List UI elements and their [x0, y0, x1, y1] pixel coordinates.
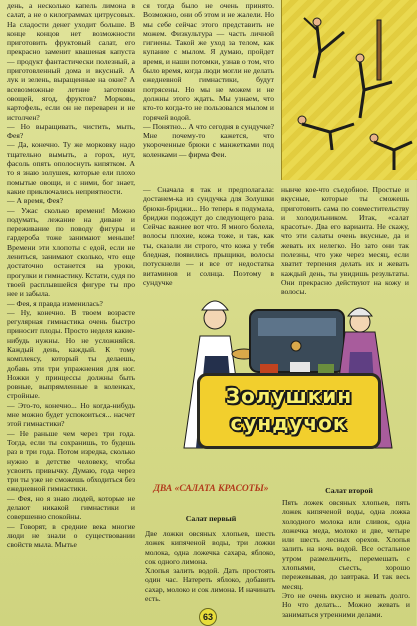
- treasure-chest: [250, 310, 344, 374]
- exercise-figure-3: [298, 116, 354, 150]
- article-column-2: ся тогда было не очень принято. Возможно, они об этом и не жалели. Но мы себе сейчас этого представить не можем. Физкультура — часть личной гигиены. Такой же уход за телом, как купание с мылом. Я думаю, пройдет время, и наши потомки, узнав о том, что было время, когда люди могли не делать ежедневной гимнастики, будут потрясены. Но мы не можем и не должны этого ждать. Мы узнаем, что кто-то когда-то не пользовался мылом и горячей водой. — Понятно... А что сегодня в сундучке? Мне почему-то кажется, что укороченные брюки с манжетками под коленками — фирма Феи.: [143, 1, 274, 159]
- recipe-heading: ДВА «САЛАТА КРАСОТЫ»: [153, 484, 269, 494]
- article-column-3: нынче кое-что съедобное. Простые и вкусные, которые ты сможешь приготовить сама по совместительству и холодильником. Итак, «салат красоты». Два его варианта. Не скажу, что эти салаты очень вкусные, да и жевать их нелегко. Но зато они так полезны, что уже через месяц, если хватит терпения делать их и жевать каждый день, ты увидишь результаты. Они прекрасно действуют на кожу и волосы.: [281, 185, 409, 297]
- salad-one-title: Салат первый: [185, 514, 237, 523]
- feature-title-panel: [197, 373, 381, 449]
- salad-two-recipe: Пять ложек овсяных хлопьев, пять ложек кипяченой воды, одна ложка холодного молока или сливок, одна ложечка меда, молоко и две, четыре или шесть лесных орехов. Хлопья залить на ночь водой. Все остальное утром размельчить, перемешать с хлопьями, съесть, хорошо пережевывая, до завтрака. И так весь месяц. Это не очень вкусно и жевать долго. Но что делать... Можно жевать и заниматься утренними делами.: [282, 498, 410, 619]
- exercise-figure-2: [356, 54, 392, 118]
- feature-title-line-2: сундучок: [230, 411, 348, 435]
- article-column-2-continued: — Сначала я так и предполагала: достанем-ка из сундучка для Золушки брюки-бриджи... Но теперь я подумала, бриджи подождут до следующего раза. Сейчас важнее вот что. Я много болела, волосы плохие, кожа тоже, и так, как ты, сказали ли строго, что кожа у тебя бледная, появились прыщики, волосы потускнели — и все от недостатка витаминов и солнца. Поэтому в сундучке: [143, 185, 274, 287]
- salad-one-recipe: Две ложки овсяных хлопьев, шесть ложек кипяченой воды, три ложки молока, одна ложечка сахара, яблоко, сок одного лимона. Хлопья залить водой. Дать простоять один час. Натереть яблоко, добавить сахар, молоко и сок лимона. И начинать есть.: [145, 529, 275, 604]
- salad-two-title: Салат второй: [325, 486, 373, 495]
- page-number: 63: [199, 608, 217, 626]
- gymnastics-exercises-illustration: [281, 0, 417, 180]
- exercise-figure-1: [304, 18, 344, 78]
- article-column-1: день, а несколько капель лимона в салат, а не о килограммах цитрусовых. На сладости денег уходит больше. В конце концов нет возможности приготовить фруктовый салат, его прекрасно заменит квашеная капуста — продукт фантастически полезный, а приготовленный дома и вкусный. А лук и зелень, выращенные на окне? А всевозможные летние заготовки овощей, ягод, фруктов? Морковь, картофель, если он не переварен и не истолчен? — Но выращивать, чистить, мыть, Фея? — Да, конечно. Ту же морковку надо тщательно вымыть, а горох, нут, фасоль опять ополоснуть кипятком. А то я знаю золушек, которые ели плохо помытые овощи, и с ними, бог знает, какие приключались неприятности. — А время, Фея? — Ужас сколько времени! Можно подумать, лежание на диване и переживание по поводу фигуры и гардероба тоже занимают меньше! Времени эти хлопоты с едой, если не лениться, занимают сколько, что еще достаточно останется на уроки, прогулки и гимнастику. Кстати, судя по твоей расплывшейся фигуре ты про нее и забыла. — Фея, я правда изменилась? — Ну, конечно. В твоем возрасте регулярная гимнастика очень быстро приносит плоды. Просто неделя какие-нибудь нужны. Но не усложняйся. Каждый день, каждый. К тому комплексу, который ты делаешь, добавь эти три упражнения для ног. Ножки у принцессы должны быть ровные, выпрямленные в коленках, стройные. — Это-то, конечно... Но когда-нибудь мне можно будет успокоиться... насчет этой гимнастики? — Не раньше чем через три года. Тогда, если ты сохранишь, то будешь раз в три года. Потом изредка, сколько нужно в детстве человеку, чтобы усвоить привычку. Думаю, года через три ты уже не сможешь обходиться без ежедневной гимнастики. — Фея, но я знаю людей, которые не делают никакой гимнастики и совершенно спокойны. — Говорят, в средние века многие люди не знали о существовании свойств мыла. Мытье: [7, 1, 135, 550]
- feature-title-line-1: Золушкин: [225, 384, 353, 408]
- exercise-figure-4: [370, 134, 412, 170]
